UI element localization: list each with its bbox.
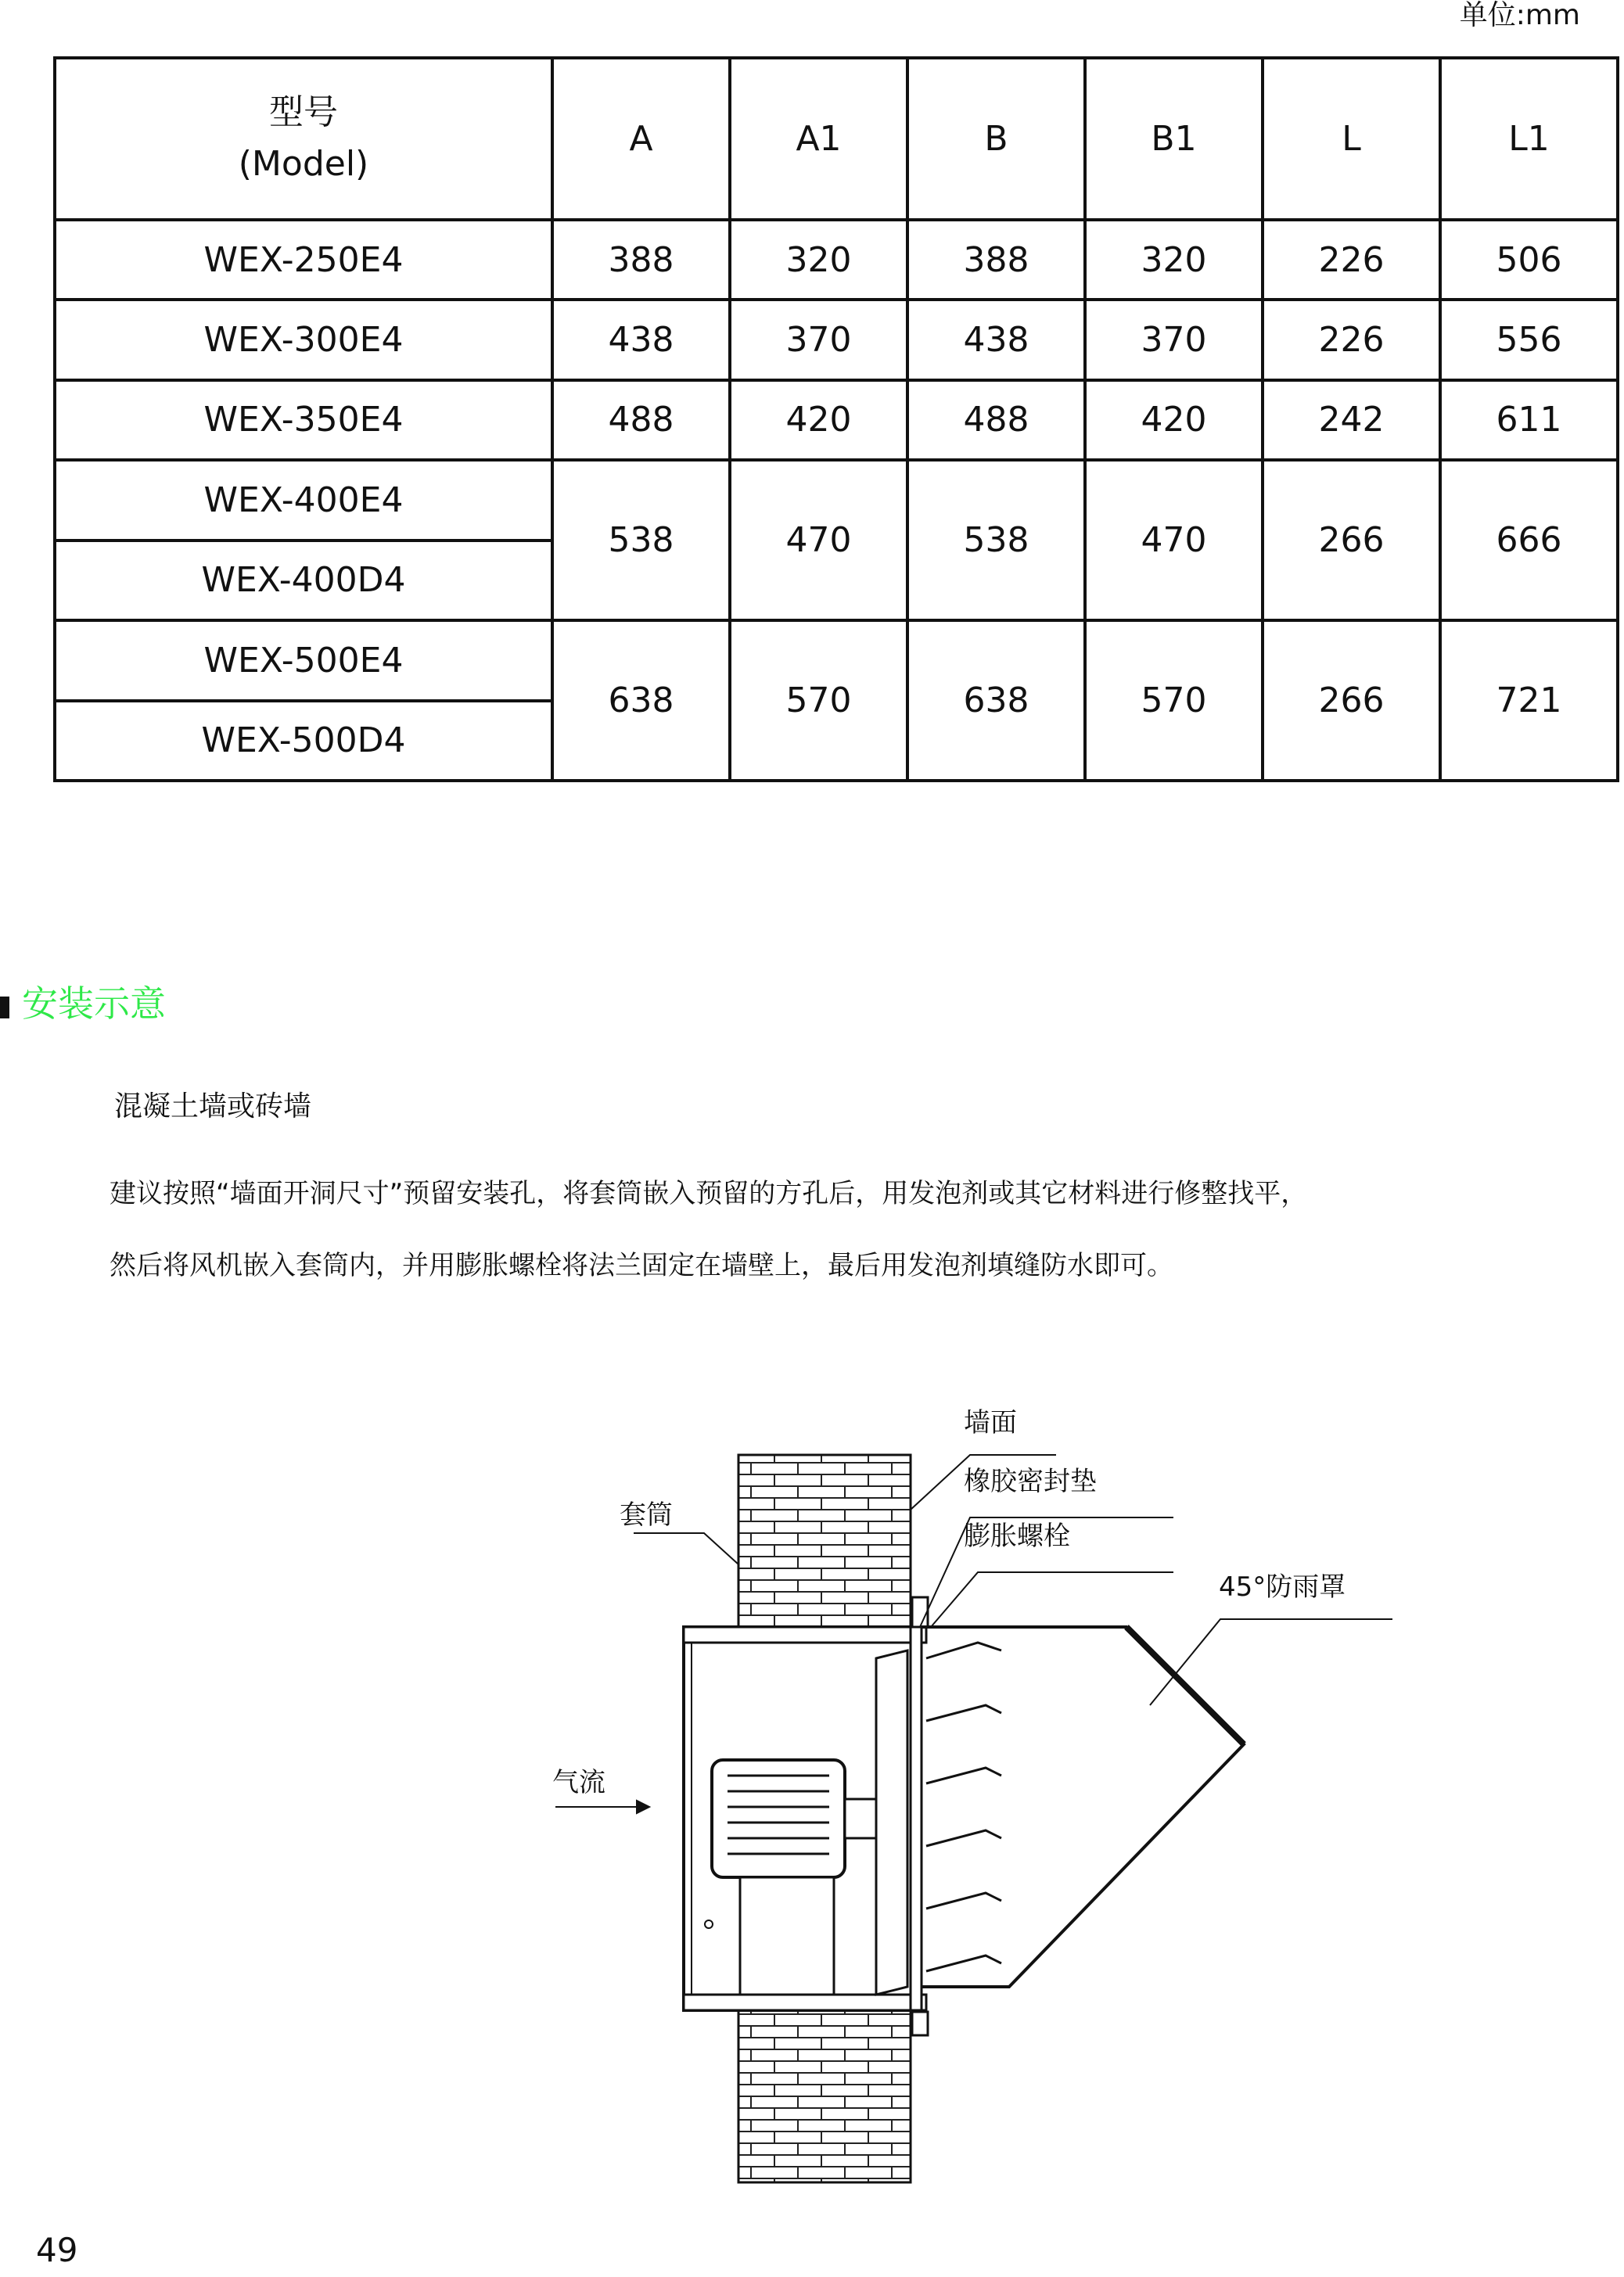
fan-blade (876, 1650, 907, 1995)
value-cell: 420 (730, 380, 907, 460)
section-marker (0, 997, 9, 1018)
col-header-l: L (1263, 58, 1440, 220)
label-airflow: 气流 (552, 1767, 605, 1798)
model-cell: WEX-500D4 (55, 701, 552, 781)
value-cell: 666 (1440, 460, 1618, 620)
value-cell: 266 (1263, 620, 1440, 781)
table-row (55, 620, 1618, 700)
table-row (55, 300, 1618, 379)
value-cell: 388 (552, 220, 730, 300)
value-cell: 266 (1263, 460, 1440, 620)
model-header-cn: 型号 (269, 92, 338, 133)
value-cell: 506 (1440, 220, 1618, 300)
col-header-b1: B1 (1085, 58, 1263, 220)
value-cell: 538 (907, 460, 1085, 620)
value-cell: 226 (1263, 220, 1440, 300)
table-header-row (55, 58, 1618, 220)
col-header-b: B (907, 58, 1085, 220)
model-cell: WEX-250E4 (55, 220, 552, 300)
value-cell: 438 (907, 300, 1085, 379)
model-cell: WEX-400E4 (55, 460, 552, 540)
label-rain-hood: 45°防雨罩 (1219, 1571, 1346, 1603)
value-cell: 611 (1440, 380, 1618, 460)
table-row (55, 220, 1618, 300)
value-cell: 438 (552, 300, 730, 379)
value-cell: 538 (552, 460, 730, 620)
section-heading (0, 978, 166, 1025)
value-cell: 570 (1085, 620, 1263, 781)
label-wall-face: 墙面 (964, 1407, 1017, 1438)
label-sleeve: 套筒 (620, 1499, 673, 1531)
section-title: 安装示意 (22, 982, 166, 1025)
value-cell: 320 (730, 220, 907, 300)
value-cell: 638 (907, 620, 1085, 781)
label-expansion-bolt: 膨胀螺栓 (964, 1521, 1070, 1552)
value-cell: 320 (1085, 220, 1263, 300)
label-rubber-gasket: 橡胶密封垫 (964, 1466, 1097, 1497)
value-cell: 638 (552, 620, 730, 781)
value-cell: 488 (907, 380, 1085, 460)
brick-wall-lower (738, 2010, 911, 2182)
description-line-2: 然后将风机嵌入套筒内，并用膨胀螺栓将法兰固定在墙壁上，最后用发泡剂填缝防水即可。 (110, 1250, 1173, 1281)
installation-diagram (469, 1392, 1455, 2206)
value-cell: 420 (1085, 380, 1263, 460)
value-cell: 488 (552, 380, 730, 460)
rain-hood (922, 1627, 1244, 1987)
model-header-en: (Model) (238, 144, 369, 185)
value-cell: 242 (1263, 380, 1440, 460)
model-cell: WEX-400D4 (55, 541, 552, 620)
leader-lines (555, 1455, 1392, 1813)
unit-label: 单位:mm (1459, 0, 1580, 31)
model-cell: WEX-350E4 (55, 380, 552, 460)
col-header-l1: L1 (1440, 58, 1618, 220)
value-cell: 470 (1085, 460, 1263, 620)
value-cell: 470 (730, 460, 907, 620)
description-line-1: 建议按照“墙面开洞尺寸”预留安装孔，将套筒嵌入预留的方孔后，用发泡剂或其它材料进行修整找平， (110, 1178, 1308, 1209)
value-cell: 388 (907, 220, 1085, 300)
flange (911, 1597, 928, 2035)
table-row (55, 380, 1618, 460)
col-header-a: A (552, 58, 730, 220)
model-cell: WEX-300E4 (55, 300, 552, 379)
value-cell: 370 (1085, 300, 1263, 379)
model-header-cell (55, 58, 552, 220)
model-cell: WEX-500E4 (55, 620, 552, 700)
col-header-a1: A1 (730, 58, 907, 220)
page-number: 49 (36, 2231, 78, 2269)
value-cell: 556 (1440, 300, 1618, 379)
value-cell: 570 (730, 620, 907, 781)
value-cell: 226 (1263, 300, 1440, 379)
value-cell: 370 (730, 300, 907, 379)
table-row (55, 460, 1618, 540)
value-cell: 721 (1440, 620, 1618, 781)
wall-type-label: 混凝土墙或砖墙 (114, 1090, 312, 1122)
dimension-table (53, 56, 1619, 782)
louvers (926, 1643, 1001, 1971)
